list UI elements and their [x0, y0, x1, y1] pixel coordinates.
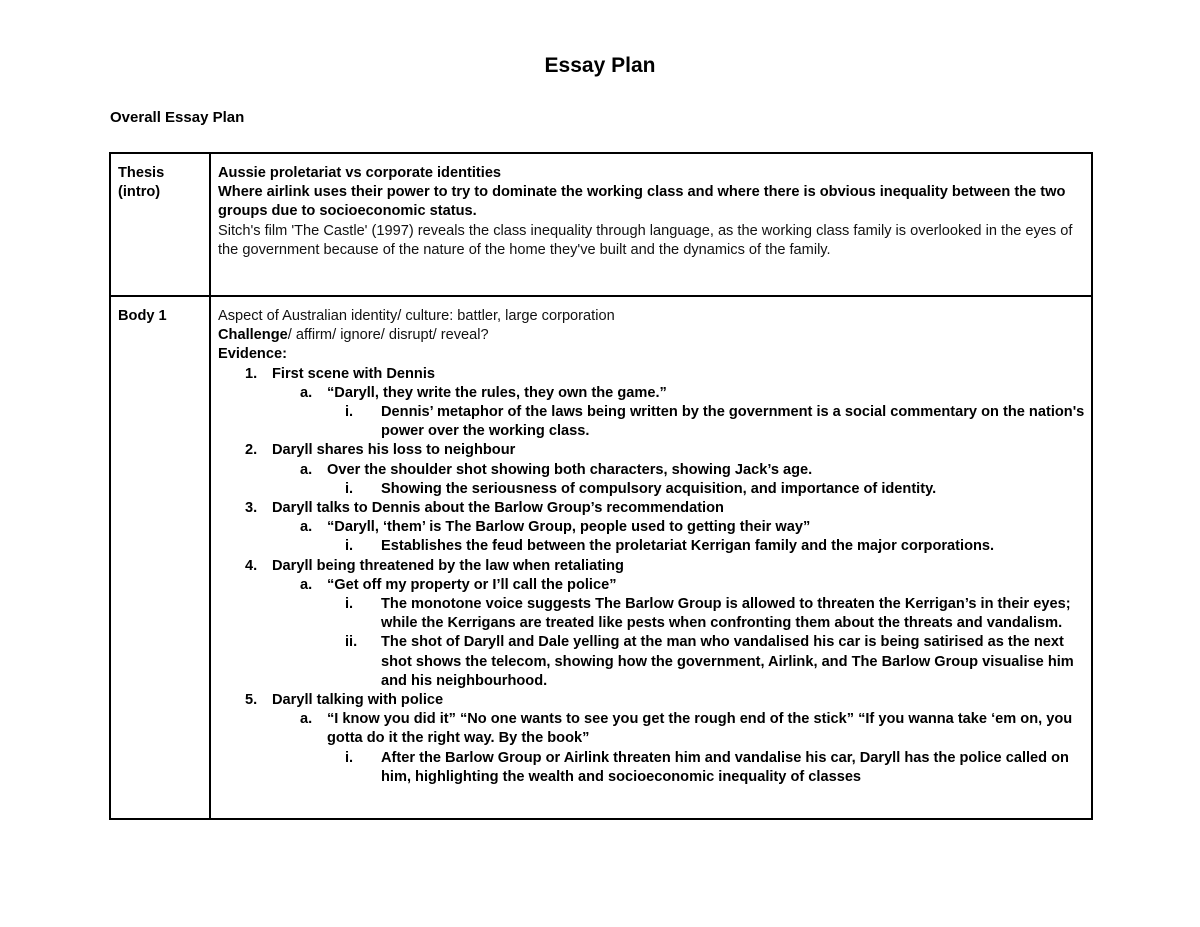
- point-text: After the Barlow Group or Airlink threaten him and vandalise his car, Daryll has the police called on him, highlighting the wealth and socioeconomic inequality of classes: [381, 749, 1069, 785]
- item-number: 2.: [245, 442, 258, 459]
- evidence-subitem: [218, 461, 1085, 480]
- body1-label-cell: [110, 296, 210, 819]
- evidence-item: [218, 691, 1085, 710]
- evidence-label: Evidence:: [218, 346, 287, 363]
- item-text: Daryll talks to Dennis about the Barlow Group’s recommendation: [272, 500, 724, 517]
- subitem-mark: a.: [300, 576, 313, 593]
- evidence-item: [218, 365, 1085, 384]
- point-mark: i.: [345, 404, 354, 421]
- evidence-item: [218, 499, 1085, 518]
- section-subtitle: Overall Essay Plan: [110, 109, 245, 126]
- thesis-body-text: Sitch's film 'The Castle' (1997) reveals the class inequality through language, as the working class family is overlooked in the eyes of the government because of the nature of the home they've built and the dynamics of the family.: [218, 222, 1073, 258]
- thesis-label-line2: (intro): [118, 184, 161, 201]
- subitem-text: Over the shoulder shot showing both characters, showing Jack’s age.: [327, 461, 813, 478]
- evidence-item: [218, 557, 1085, 576]
- item-text: Daryll shares his loss to neighbour: [272, 442, 516, 459]
- subitem-text: “Get off my property or I’ll call the police”: [327, 576, 617, 593]
- evidence-point: [218, 480, 1085, 499]
- item-number: 4.: [245, 557, 258, 574]
- thesis-content-cell: [210, 153, 1092, 296]
- point-mark: i.: [345, 596, 354, 613]
- thesis-label-cell: [110, 153, 210, 296]
- thesis-heading: Aussie proletariat vs corporate identities: [218, 165, 502, 181]
- thesis-row: [110, 153, 1092, 296]
- body1-label: Body 1: [118, 308, 167, 324]
- subitem-text: “Daryll, they write the rules, they own the game.”: [327, 384, 667, 401]
- point-mark: ii.: [345, 634, 358, 651]
- item-text: Daryll being threatened by the law when retaliating: [272, 557, 624, 574]
- evidence-subitem: [218, 384, 1085, 403]
- challenge-rest: / affirm/ ignore/ disrupt/ reveal?: [287, 327, 489, 344]
- body1-challenge: [218, 326, 1085, 345]
- evidence-item: [218, 441, 1085, 460]
- evidence-subitem: [218, 518, 1085, 537]
- evidence-point: [218, 749, 1085, 787]
- item-text: First scene with Dennis: [272, 365, 436, 382]
- evidence-subitem: [218, 710, 1085, 748]
- evidence-point: [218, 595, 1085, 633]
- subitem-text: “Daryll, ‘them’ is The Barlow Group, people used to getting their way”: [327, 519, 811, 536]
- body1-content-cell: [210, 296, 1092, 819]
- challenge-bold: Challenge: [218, 327, 288, 344]
- evidence-point: [218, 633, 1085, 691]
- page-title: Essay Plan: [544, 54, 656, 77]
- essay-plan-table: [109, 152, 1093, 820]
- body1-row: [110, 296, 1092, 819]
- thesis-bold-text: Where airlink uses their power to try to dominate the working class and where there is obvious inequality between the two groups due to socioeconomic status.: [218, 184, 1066, 220]
- subitem-mark: a.: [300, 711, 313, 728]
- item-number: 1.: [245, 365, 258, 382]
- subitem-mark: a.: [300, 461, 313, 478]
- evidence-subitem: [218, 576, 1085, 595]
- item-text: Daryll talking with police: [272, 692, 444, 709]
- item-number: 3.: [245, 500, 258, 517]
- subitem-text: “I know you did it” “No one wants to see you get the rough end of the stick” “If you wanna take ‘em on, you gotta do it the right way. By the book”: [327, 711, 1073, 747]
- point-mark: i.: [345, 749, 354, 766]
- point-mark: i.: [345, 538, 354, 555]
- point-text: Establishes the feud between the proletariat Kerrigan family and the major corporations.: [381, 538, 995, 555]
- point-text: Dennis’ metaphor of the laws being written by the government is a social commentary on the nation's power over the working class.: [381, 404, 1085, 440]
- thesis-label-line1: Thesis: [118, 165, 165, 181]
- evidence-point: [218, 403, 1085, 441]
- point-text: Showing the seriousness of compulsory acquisition, and importance of identity.: [381, 480, 937, 497]
- evidence-point: [218, 537, 1085, 556]
- point-mark: i.: [345, 480, 354, 497]
- body1-aspect: Aspect of Australian identity/ culture: battler, large corporation: [218, 308, 615, 324]
- subitem-mark: a.: [300, 384, 313, 401]
- item-number: 5.: [245, 692, 258, 709]
- point-text: The monotone voice suggests The Barlow Group is allowed to threaten the Kerrigan’s in their eyes; while the Kerrigans are treated like pests when confronting them about the threats and vandalism.: [381, 596, 1071, 632]
- subitem-mark: a.: [300, 519, 313, 536]
- point-text: The shot of Daryll and Dale yelling at the man who vandalised his car is being satirised as the next shot shows the telecom, showing how the government, Airlink, and The Barlow Group visualise him and his neighbourhood.: [381, 634, 1074, 689]
